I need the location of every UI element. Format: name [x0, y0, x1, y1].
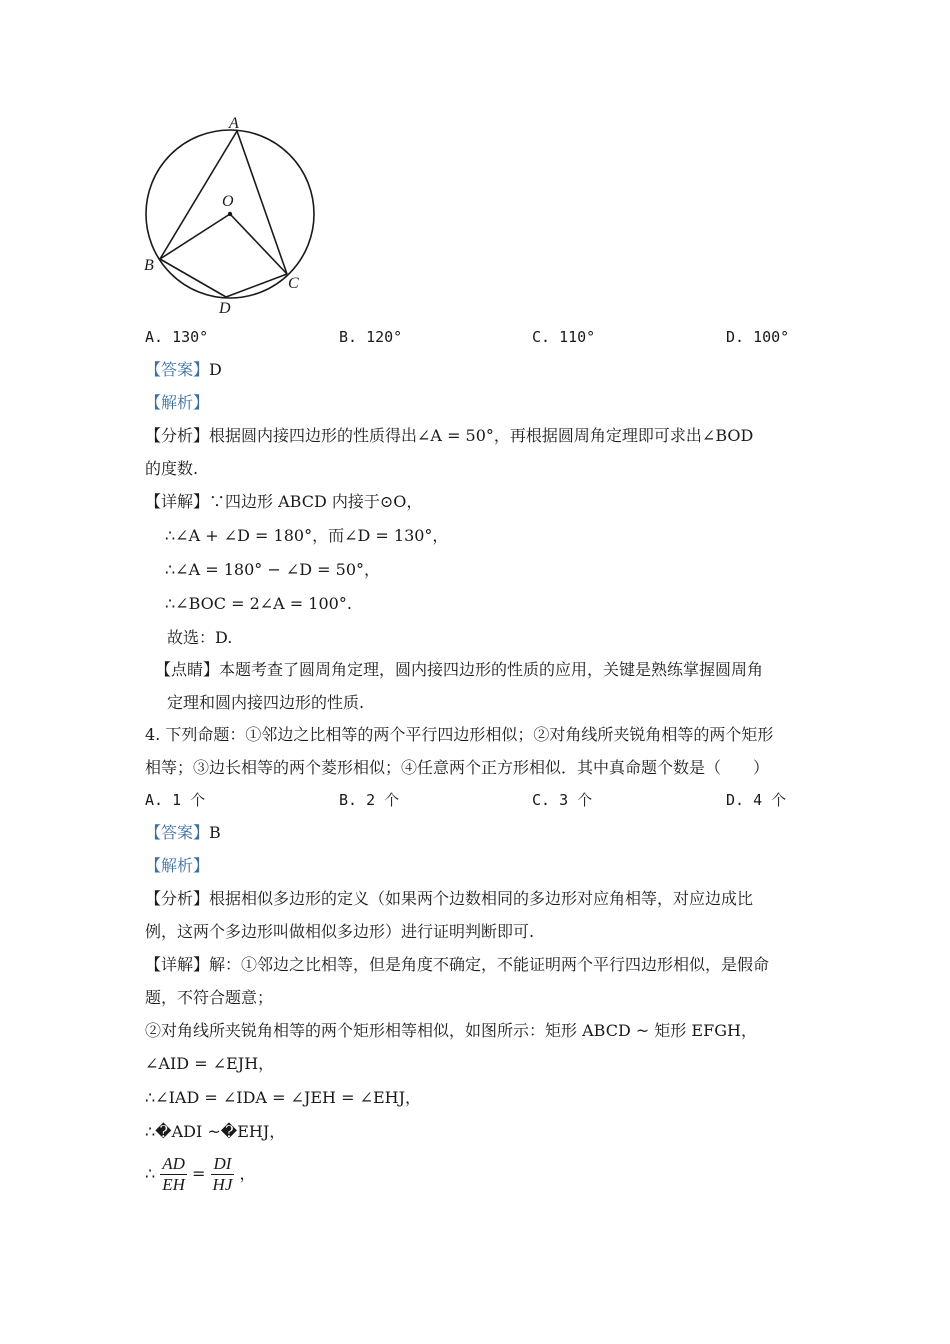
equals-sign: = — [192, 1164, 206, 1183]
fraction-denominator: HJ — [212, 1175, 233, 1194]
segment-ob — [160, 214, 230, 259]
therefore-symbol: ∴ — [145, 1164, 156, 1183]
fenxi-text: 根据圆内接四边形的性质得出∠A = 50°，再根据圆周角定理即可求出∠BOD — [209, 426, 754, 445]
q4-option-a: A. 1 个 — [145, 791, 206, 809]
center-point — [228, 212, 232, 216]
q3-option-d: D. 100° — [726, 328, 790, 346]
label-b: B — [144, 257, 154, 274]
comma: ， — [239, 1164, 256, 1183]
xiangjie-text: 解：①邻边之比相等，但是角度不确定，不能证明两个平行四边形相似，是假命 — [209, 955, 770, 974]
fraction-numerator: DI — [211, 1154, 235, 1175]
q3-dianjing-1 — [155, 659, 763, 681]
q4-xiangjie-1 — [145, 954, 769, 976]
answer-value: D — [209, 360, 222, 379]
label-c: C — [288, 275, 299, 292]
label-o: O — [222, 193, 234, 210]
fenxi-tag: 【分析】 — [145, 889, 210, 908]
q4-line-6: ∴�ADI ~�EHJ， — [145, 1122, 286, 1141]
q4-fraction-line — [145, 1153, 255, 1195]
dianjing-tag: 【点睛】 — [155, 660, 220, 679]
segment-bd — [160, 259, 226, 297]
q4-stem-1: 4. 下列命题：①邻边之比相等的两个平行四边形相似；②对角线所夹锐角相等的两个矩形 — [145, 725, 774, 744]
q4-option-c: C. 3 个 — [532, 791, 593, 809]
answer-tag: 【答案】 — [145, 360, 210, 379]
q3-step-2: ∴∠A = 180° − ∠D = 50°， — [165, 560, 381, 579]
q4-line-3: ②对角线所夹锐角相等的两个矩形相等相似，如图所示：矩形 ABCD ~ 矩形 EFGH， — [145, 1021, 757, 1040]
q3-xiangjie — [145, 491, 422, 513]
q3-step-1: ∴∠A + ∠D = 180°，而∠D = 130°， — [165, 526, 449, 545]
q3-fenxi-1 — [145, 425, 753, 447]
fenxi-text: 根据相似多边形的定义（如果两个边数相同的多边形对应角相等，对应边成比 — [209, 889, 754, 908]
label-d: D — [219, 300, 231, 317]
q3-fenxi-2: 的度数. — [145, 459, 199, 478]
q3-option-b: B. 120° — [339, 328, 403, 346]
xiangjie-text: ∵四边形 ABCD 内接于⊙O， — [209, 492, 423, 511]
answer-value: B — [209, 823, 221, 842]
xiangjie-tag: 【详解】 — [145, 492, 210, 511]
q4-line-4: ∠AID = ∠EJH， — [145, 1054, 275, 1073]
q4-jiexi: 【解析】 — [145, 856, 210, 875]
q4-xiangjie-2: 题，不符合题意； — [145, 988, 274, 1007]
fraction-ad-eh — [160, 1154, 187, 1195]
fraction-di-hj — [211, 1154, 235, 1195]
q3-option-c: C. 110° — [532, 328, 596, 346]
q4-option-b: B. 2 个 — [339, 791, 400, 809]
q3-step-3: ∴∠BOC = 2∠A = 100°. — [165, 594, 352, 613]
segment-oc — [230, 214, 287, 274]
q4-fenxi-1 — [145, 888, 753, 910]
q3-option-a: A. 130° — [145, 328, 209, 346]
q3-jiexi: 【解析】 — [145, 393, 210, 412]
dianjing-text: 本题考查了圆周角定理，圆内接四边形的性质的应用，关键是熟练掌握圆周角 — [219, 660, 764, 679]
q4-answer — [145, 822, 221, 844]
fenxi-tag: 【分析】 — [145, 426, 210, 445]
q3-answer — [145, 359, 222, 381]
label-a: A — [229, 115, 239, 132]
fraction-numerator: AD — [162, 1154, 185, 1173]
q4-fenxi-2: 例，这两个多边形叫做相似多边形）进行证明判断即可. — [145, 922, 535, 941]
q3-dianjing-2: 定理和圆内接四边形的性质. — [167, 693, 365, 712]
answer-tag: 【答案】 — [145, 823, 210, 842]
fraction-denominator: EH — [162, 1175, 185, 1194]
xiangjie-tag: 【详解】 — [145, 955, 210, 974]
segment-ac — [237, 131, 287, 274]
q3-guxuan: 故选：D. — [167, 628, 233, 647]
q4-option-d: D. 4 个 — [726, 791, 787, 809]
q4-stem-2: 相等；③边长相等的两个菱形相似；④任意两个正方形相似．其中真命题个数是（ ） — [145, 758, 770, 777]
circle-figure — [135, 112, 335, 317]
q4-line-5: ∴∠IAD = ∠IDA = ∠JEH = ∠EHJ， — [145, 1088, 422, 1107]
